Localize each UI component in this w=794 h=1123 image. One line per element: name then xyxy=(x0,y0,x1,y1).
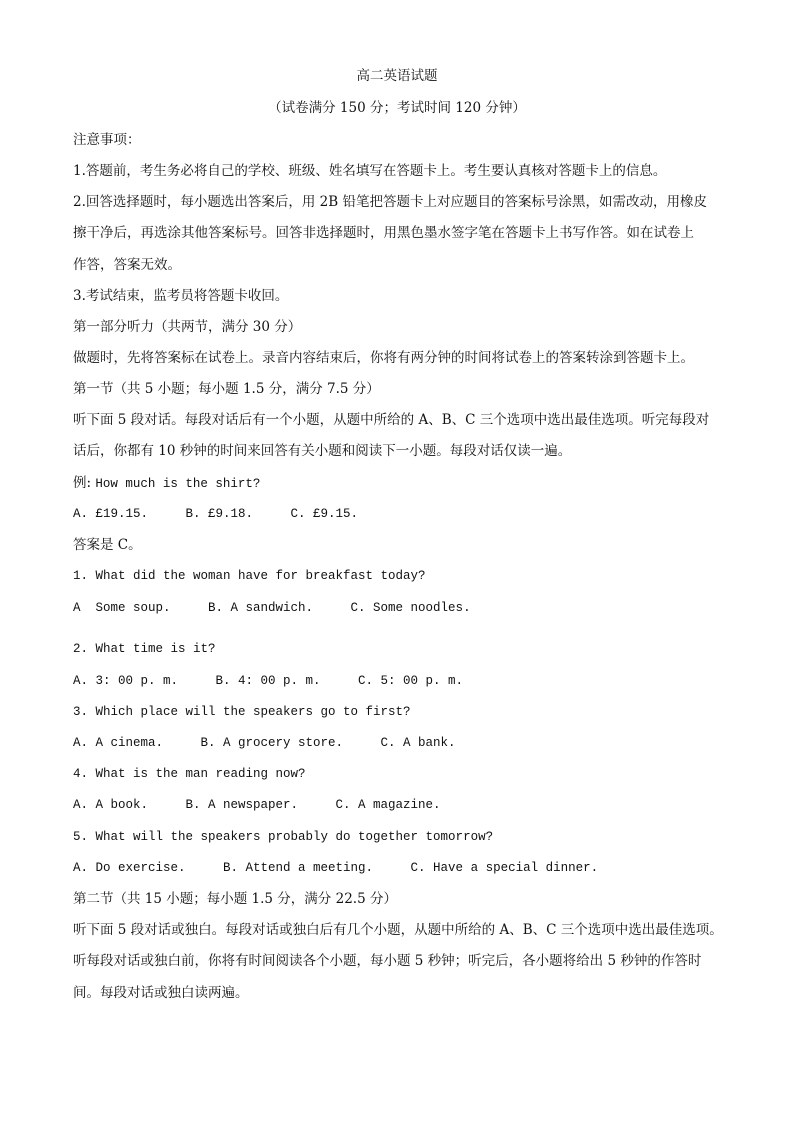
question-1-options: A Some soup. B. A sandwich. C. Some noodles. xyxy=(73,601,471,615)
notice-line-2a: 2.回答选择题时，每小题选出答案后，用 2B 铅笔把答题卡上对应题目的答案标号涂黑，如需改动，用橡皮 xyxy=(73,194,707,210)
section2-instruction-b: 听每段对话或独白前，你将有时间阅读各个小题，每小题 5 秒钟；听完后，各小题将给出 5 秒钟的作答时 xyxy=(73,953,702,969)
section2-heading: 第二节（共 15 小题；每小题 1.5 分，满分 22.5 分） xyxy=(73,891,397,907)
question-3-options: A. A cinema. B. A grocery store. C. A bank. xyxy=(73,736,456,750)
notice-heading: 注意事项： xyxy=(73,132,141,148)
section2-instruction-c: 间。每段对话或独白读两遍。 xyxy=(73,985,249,1001)
question-5-options: A. Do exercise. B. Attend a meeting. C. Have a special dinner. xyxy=(73,861,599,875)
exam-subtitle: （试卷满分 150 分；考试时间 120 分钟） xyxy=(268,100,526,116)
question-2-options: A. 3: 00 p. m. B. 4: 00 p. m. C. 5: 00 p. m. xyxy=(73,674,464,688)
example-question: How much is the shirt? xyxy=(95,477,261,491)
example-label: 例: xyxy=(73,475,92,491)
notice-line-2c: 作答，答案无效。 xyxy=(73,257,181,273)
notice-line-1: 1.答题前，考生务必将自己的学校、班级、姓名填写在答题卡上。考生要认真核对答题卡上的信息。 xyxy=(73,163,667,179)
notice-line-2b: 擦干净后，再选涂其他答案标号。回答非选择题时，用黑色墨水签字笔在答题卡上书写作答。如在试卷上 xyxy=(73,225,694,241)
notice-line-3: 3.考试结束，监考员将答题卡收回。 xyxy=(73,288,289,304)
question-4-stem: 4. What is the man reading now? xyxy=(73,767,306,781)
question-1-stem: 1. What did the woman have for breakfast today? xyxy=(73,569,426,583)
question-5-stem: 5. What will the speakers probably do together tomorrow? xyxy=(73,830,494,844)
question-4-options: A. A book. B. A newspaper. C. A magazine. xyxy=(73,798,441,812)
part1-heading: 第一部分听力（共两节，满分 30 分） xyxy=(73,319,302,335)
example-question-line xyxy=(73,474,260,493)
example-options: A. £19.15. B. £9.18. C. £9.15. xyxy=(73,507,359,521)
section2-instruction-a: 听下面 5 段对话或独白。每段对话或独白后有几个小题，从题中所给的 A、B、C 三个选项中选出最佳选项。 xyxy=(73,922,723,938)
section1-instruction-b: 话后，你都有 10 秒钟的时间来回答有关小题和阅读下一小题。每段对话仅读一遍。 xyxy=(73,443,572,459)
section1-heading: 第一节（共 5 小题；每小题 1.5 分，满分 7.5 分） xyxy=(73,381,380,397)
part1-instruction: 做题时，先将答案标在试卷上。录音内容结束后，你将有两分钟的时间将试卷上的答案转涂到答题卡上。 xyxy=(73,350,694,366)
example-answer: 答案是 C。 xyxy=(73,537,142,553)
question-2-stem: 2. What time is it? xyxy=(73,642,216,656)
exam-title: 高二英语试题 xyxy=(356,68,438,84)
section1-instruction-a: 听下面 5 段对话。每段对话后有一个小题，从题中所给的 A、B、C 三个选项中选出最佳选项。听完每段对 xyxy=(73,412,710,428)
question-3-stem: 3. Which place will the speakers go to first? xyxy=(73,705,411,719)
